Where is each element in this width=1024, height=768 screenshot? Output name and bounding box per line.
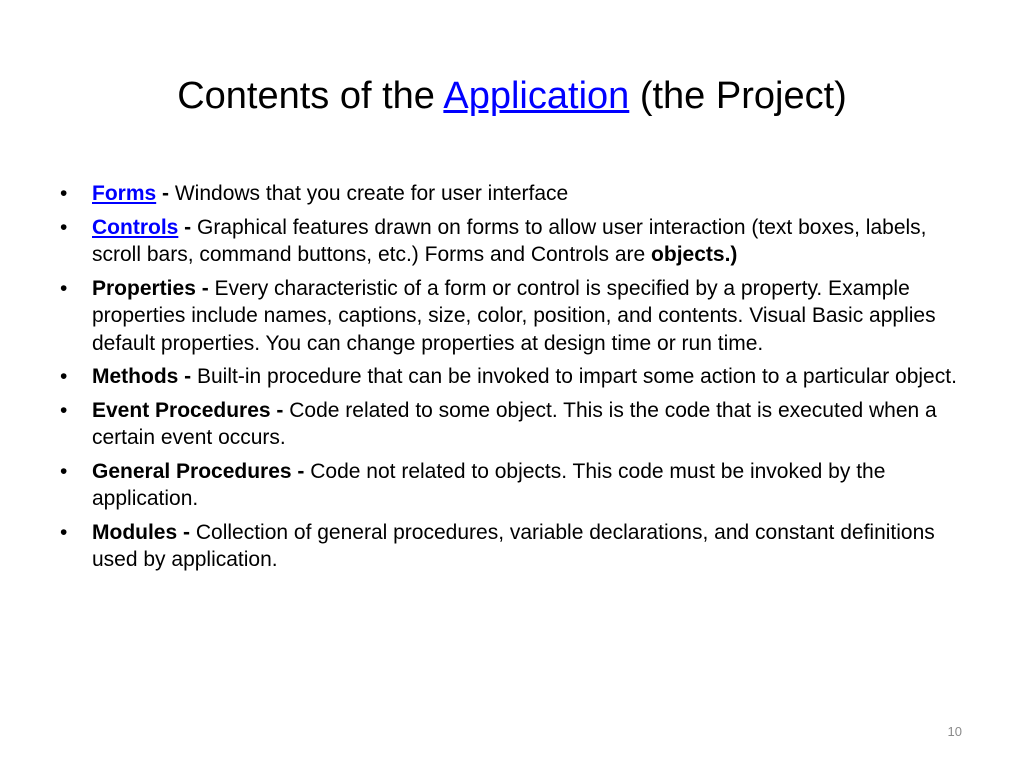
slide-title <box>0 72 1024 120</box>
bullet-icon: • <box>60 459 68 483</box>
application-link[interactable]: Application <box>443 75 630 117</box>
list-item <box>56 180 976 208</box>
bullet-list <box>56 180 976 580</box>
bullet-text: Windows that you create for user interface <box>174 182 569 205</box>
page-number: 10 <box>947 724 962 739</box>
bullet-term: General Procedures - <box>92 459 311 483</box>
bullet-text: Graphical features drawn on forms to allow user interaction (text boxes, labels, scroll bars, command buttons, etc.) Forms and Controls are <box>92 215 927 266</box>
bullet-icon: • <box>60 365 68 388</box>
bullet-text: Code not related to objects. This code must be invoked by the application. <box>92 459 886 510</box>
title-prefix: Contents of the <box>177 75 444 117</box>
bullet-text: Built-in procedure that can be invoked to impart some action to a particular object. <box>197 365 957 388</box>
term-separator: - <box>178 215 197 239</box>
bullet-icon: • <box>60 182 68 205</box>
list-item <box>56 397 976 452</box>
bullet-icon: • <box>60 398 68 422</box>
bullet-icon: • <box>60 276 68 300</box>
list-item <box>56 458 976 513</box>
title-suffix: (the Project) <box>629 75 847 117</box>
bullet-icon: • <box>60 215 68 239</box>
bullet-term: Modules - <box>92 520 196 544</box>
bullet-term: Properties - <box>92 276 215 300</box>
bullet-text: Code related to some object. This is the code that is executed when a certain event occurs. <box>92 398 937 449</box>
bullet-text: Every characteristic of a form or control is specified by a property. Example properties include names, captions, size, color, position, and contents. Visual Basic applies default properties. You can change properties at design time or run time. <box>92 276 936 355</box>
list-item <box>56 363 976 391</box>
bullet-text: Collection of general procedures, variable declarations, and constant definitions used by application. <box>92 520 935 571</box>
forms-link[interactable]: Forms <box>92 182 157 205</box>
list-item <box>56 519 976 574</box>
controls-link[interactable]: Controls <box>92 215 179 239</box>
bullet-term: Methods - <box>92 365 197 388</box>
list-item <box>56 275 976 358</box>
bullet-icon: • <box>60 520 68 544</box>
term-separator: - <box>156 182 175 205</box>
bullet-term: Event Procedures - <box>92 398 290 422</box>
bullet-bold-tail: objects.) <box>651 243 738 266</box>
list-item <box>56 214 976 269</box>
